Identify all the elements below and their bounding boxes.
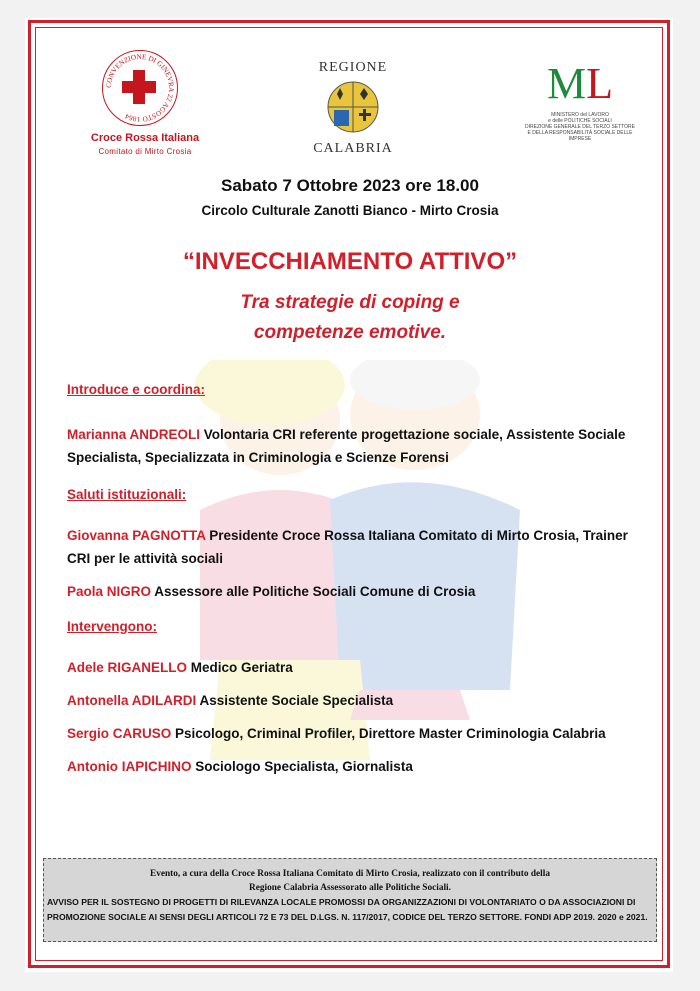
person-name: Adele RIGANELLO <box>67 660 188 675</box>
person-name: Antonio IAPICHINO <box>67 759 192 774</box>
subtitle-line1: Tra strategie di coping e <box>240 292 460 313</box>
person-name: Paola NIGRO <box>67 584 152 599</box>
footer-notice: AVVISO PER IL SOSTEGNO DI PROGETTI DI RILEVANZA LOCALE PROMOSSI DA ORGANIZZAZIONI DI VOLONTARIATO O DA ASSOCIAZIONI DI PROMOZIONE SOCIALE AI SENSI DEGLI ARTICOLI 72 E 73 DEL D.LGS. N. 117/2017, CODICE DEL TERZO SETTORE. FONDI ADP 2019. 2020 e 2021. <box>47 897 648 922</box>
person-role: Volontaria CRI referente progettazione sociale, Assistente Sociale Specialista, Specializzata in Criminologia e Scienze Forensi <box>67 427 626 465</box>
cri-logo <box>80 50 210 165</box>
program-content <box>67 382 647 778</box>
person-role: Psicologo, Criminal Profiler, Direttore Master Criminologia Calabria <box>175 726 606 741</box>
calabria-label: CALABRIA <box>313 141 393 156</box>
person-role: Assessore alle Politiche Sociali Comune di Crosia <box>154 584 476 599</box>
person-entry <box>67 580 647 603</box>
subtitle-line2: competenze emotive. <box>253 322 447 343</box>
section-greetings-title: Saluti istituzionali: <box>67 487 187 502</box>
person-name: Giovanna PAGNOTTA <box>67 528 206 543</box>
person-entry <box>67 423 647 469</box>
person-name: Marianna ANDREOLI <box>67 427 201 442</box>
section-speakers-title: Intervengono: <box>67 619 157 634</box>
regione-calabria-logo <box>298 60 408 165</box>
event-subtitle <box>0 288 700 348</box>
ministero-lavoro-logo <box>520 59 640 157</box>
person-entry <box>67 689 647 712</box>
footer-line1: Evento, a cura della Croce Rossa Italiana Comitato di Mirto Crosia, realizzato con il contributo della <box>150 869 550 879</box>
ministero-line2: e delle POLITICHE SOCIALI <box>548 118 612 124</box>
person-role: Assistente Sociale Specialista <box>199 693 394 708</box>
funding-footer <box>43 858 657 942</box>
ministero-line4: E DELLA RESPONSABILITÀ SOCIALE DELLE IMPRESE <box>527 130 633 142</box>
section-intro-title: Introduce e coordina: <box>67 382 206 397</box>
calabria-shield-icon <box>326 80 380 134</box>
ministero-line3: DIREZIONE GENERALE DEL TERZO SETTORE <box>525 124 635 130</box>
person-entry <box>67 722 647 745</box>
person-name: Antonella ADILARDI <box>67 693 197 708</box>
person-role: Medico Geriatra <box>190 660 293 675</box>
person-entry <box>67 656 647 679</box>
footer-line1b: Regione Calabria Assessorato alle Politiche Sociali. <box>249 883 451 893</box>
cri-committee: Comitato di Mirto Crosia <box>98 147 192 156</box>
ministero-text <box>520 112 640 142</box>
person-name: Sergio CARUSO <box>67 726 172 741</box>
event-title: “INVECCHIAMENTO ATTIVO” <box>182 248 518 275</box>
person-role: Sociologo Specialista, Giornalista <box>195 759 413 774</box>
ministero-line1: MINISTERO del LAVORO <box>551 112 609 118</box>
person-entry <box>67 524 647 570</box>
person-role: Presidente Croce Rossa Italiana Comitato di Mirto Crosia, Trainer CRI per le attività sociali <box>67 528 628 566</box>
regione-label: REGIONE <box>318 60 388 75</box>
cri-name: Croce Rossa Italiana <box>90 132 200 144</box>
red-cross-icon <box>122 70 156 104</box>
person-entry <box>67 755 647 778</box>
cri-ring-text: CONVENZIONE DI GINEVRA 22 AGOSTO 1864 <box>104 52 176 124</box>
ml-letters: ML <box>546 59 613 108</box>
event-date: Sabato 7 Ottobre 2023 ore 18.00 <box>221 176 479 195</box>
event-venue: Circolo Culturale Zanotti Bianco - Mirto Crosia <box>201 203 499 218</box>
